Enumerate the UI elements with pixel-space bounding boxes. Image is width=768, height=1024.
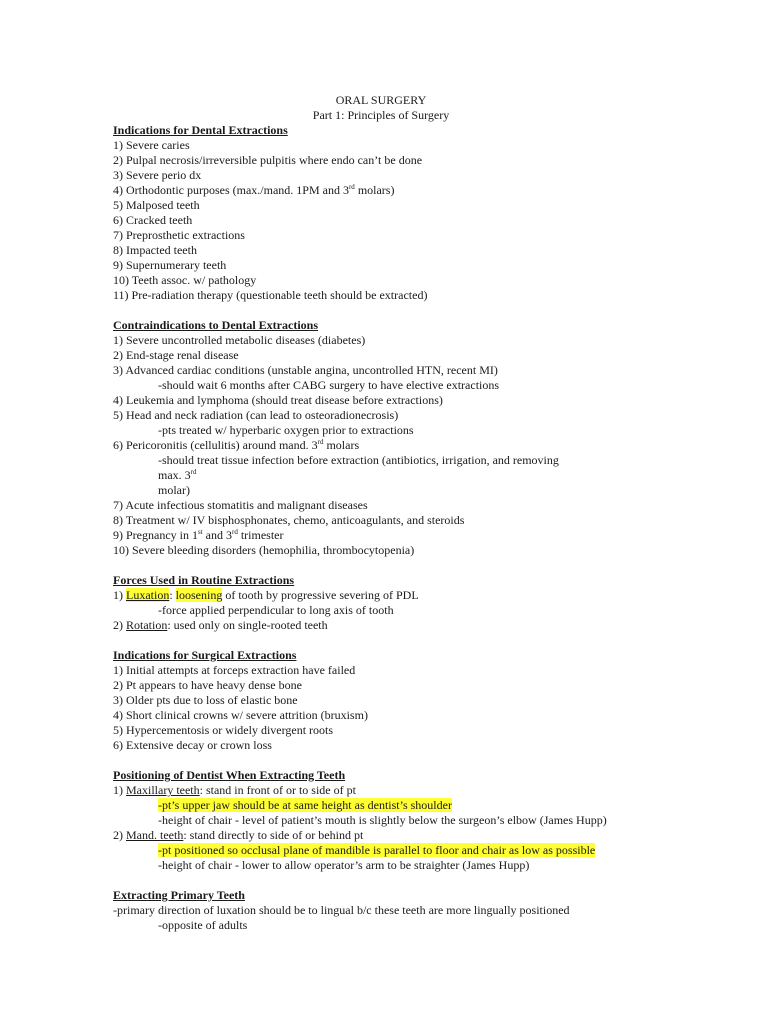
list-item: [113, 783, 733, 798]
sub-note: [113, 843, 733, 858]
list-item: 1) Severe uncontrolled metabolic diseases (diabetes): [113, 333, 366, 347]
list-item: 2) Pulpal necrosis/irreversible pulpitis where endo can’t be done: [113, 153, 423, 167]
section-heading-indications: Indications for Dental Extractions: [113, 123, 288, 137]
superscript: rd: [348, 183, 355, 191]
section-spacer: [113, 753, 733, 768]
list-item: 11) Pre-radiation therapy (questionable teeth should be extracted): [113, 288, 428, 302]
list-item: 3) Older pts due to loss of elastic bone: [113, 693, 298, 707]
term-luxation: Luxation: [126, 588, 170, 602]
list-item: 5) Hypercementosis or widely divergent roots: [113, 723, 334, 737]
text-run: 2): [113, 828, 126, 842]
text-run: : stand in front of or to side of pt: [199, 783, 356, 797]
section-spacer: [113, 558, 733, 573]
superscript: rd: [231, 528, 238, 536]
list-item: 9) Supernumerary teeth: [113, 258, 227, 272]
list-item: 5) Head and neck radiation (can lead to osteoradionecrosis): [113, 408, 399, 422]
text-run: molars): [354, 183, 395, 197]
section-heading-surgical: Indications for Surgical Extractions: [113, 648, 297, 662]
text-run: : used only on single-rooted teeth: [167, 618, 328, 632]
sub-note: -opposite of adults: [158, 918, 248, 932]
text-run: :: [169, 588, 176, 602]
text-run: of tooth by progressive severing of PDL: [222, 588, 419, 602]
list-item: 5) Malposed teeth: [113, 198, 200, 212]
list-item: [113, 828, 733, 843]
sub-note: -height of chair - level of patient’s mouth is slightly below the surgeon’s elbow (James Hupp): [158, 813, 607, 827]
section-spacer: [113, 633, 733, 648]
list-item: 8) Impacted teeth: [113, 243, 197, 257]
list-item: 10) Teeth assoc. w/ pathology: [113, 273, 257, 287]
superscript: rd: [190, 468, 197, 476]
section-heading-positioning: Positioning of Dentist When Extracting Teeth: [113, 768, 346, 782]
section-spacer: [113, 873, 733, 888]
highlight-loosening: loosening: [175, 588, 223, 602]
text-run: molars: [323, 438, 360, 452]
list-item: [113, 183, 733, 198]
list-item: 8) Treatment w/ IV bisphosphonates, chemo, anticoagulants, and steroids: [113, 513, 465, 527]
list-item: 7) Acute infectious stomatitis and malignant diseases: [113, 498, 368, 512]
text-run: 6) Pericoronitis (cellulitis) around mand. 3: [113, 438, 318, 452]
text-run: trimester: [237, 528, 284, 542]
text-run: 9) Pregnancy in 1: [113, 528, 198, 542]
list-item: 10) Severe bleeding disorders (hemophilia, thrombocytopenia): [113, 543, 415, 557]
text-run: -should treat tissue infection before extraction (antibiotics, irrigation, and removing max. 3: [158, 453, 559, 482]
superscript: rd: [317, 438, 324, 446]
sub-note: -height of chair - lower to allow operator’s arm to be straighter (James Hupp): [158, 858, 530, 872]
document-content: [113, 93, 733, 933]
term-rotation: Rotation: [126, 618, 168, 632]
highlight-text: -pt positioned so occlusal plane of mandible is parallel to floor and chair as low as possible: [158, 843, 596, 857]
list-item: [113, 438, 733, 453]
list-item: 6) Extensive decay or crown loss: [113, 738, 272, 752]
list-item: 7) Preprosthetic extractions: [113, 228, 245, 242]
text-run: and 3: [202, 528, 232, 542]
text-run: : stand directly to side of or behind pt: [183, 828, 364, 842]
list-item: -primary direction of luxation should be to lingual b/c these teeth are more lingually positioned: [113, 903, 570, 917]
section-heading-primary: Extracting Primary Teeth: [113, 888, 245, 902]
list-item: 6) Cracked teeth: [113, 213, 193, 227]
sub-note: -force applied perpendicular to long axis of tooth: [158, 603, 394, 617]
page-title: ORAL SURGERY: [335, 93, 427, 107]
list-item: [113, 528, 733, 543]
list-item: 4) Short clinical crowns w/ severe attrition (bruxism): [113, 708, 368, 722]
text-run: molar): [158, 483, 190, 497]
section-heading-forces: Forces Used in Routine Extractions: [113, 573, 295, 587]
list-item: 3) Severe perio dx: [113, 168, 202, 182]
section-heading-contraindications: Contraindications to Dental Extractions: [113, 318, 318, 332]
list-item: 1) Initial attempts at forceps extraction have failed: [113, 663, 356, 677]
highlight-text: -pt’s upper jaw should be at same height as dentist’s shoulder: [158, 798, 452, 812]
list-item: [113, 588, 733, 603]
term-mandibular: Mand. teeth: [126, 828, 184, 842]
list-item: 2) Pt appears to have heavy dense bone: [113, 678, 302, 692]
text-run: 1): [113, 783, 126, 797]
list-item: 2) End-stage renal disease: [113, 348, 239, 362]
list-item: 4) Leukemia and lymphoma (should treat disease before extractions): [113, 393, 443, 407]
text-run: 4) Orthodontic purposes (max./mand. 1PM and 3: [113, 183, 349, 197]
sub-note: [113, 453, 578, 498]
term-maxillary: Maxillary teeth: [126, 783, 200, 797]
page-subtitle: Part 1: Principles of Surgery: [312, 108, 450, 122]
text-run: 2): [113, 618, 126, 632]
list-item: 1) Severe caries: [113, 138, 190, 152]
list-item: 3) Advanced cardiac conditions (unstable angina, uncontrolled HTN, recent MI): [113, 363, 498, 377]
sub-note: -pts treated w/ hyperbaric oxygen prior to extractions: [158, 423, 414, 437]
section-spacer: [113, 303, 733, 318]
sub-note: -should wait 6 months after CABG surgery to have elective extractions: [158, 378, 500, 392]
list-item: [113, 618, 733, 633]
sub-note: [113, 798, 733, 813]
superscript: st: [197, 528, 203, 536]
text-run: 1): [113, 588, 126, 602]
